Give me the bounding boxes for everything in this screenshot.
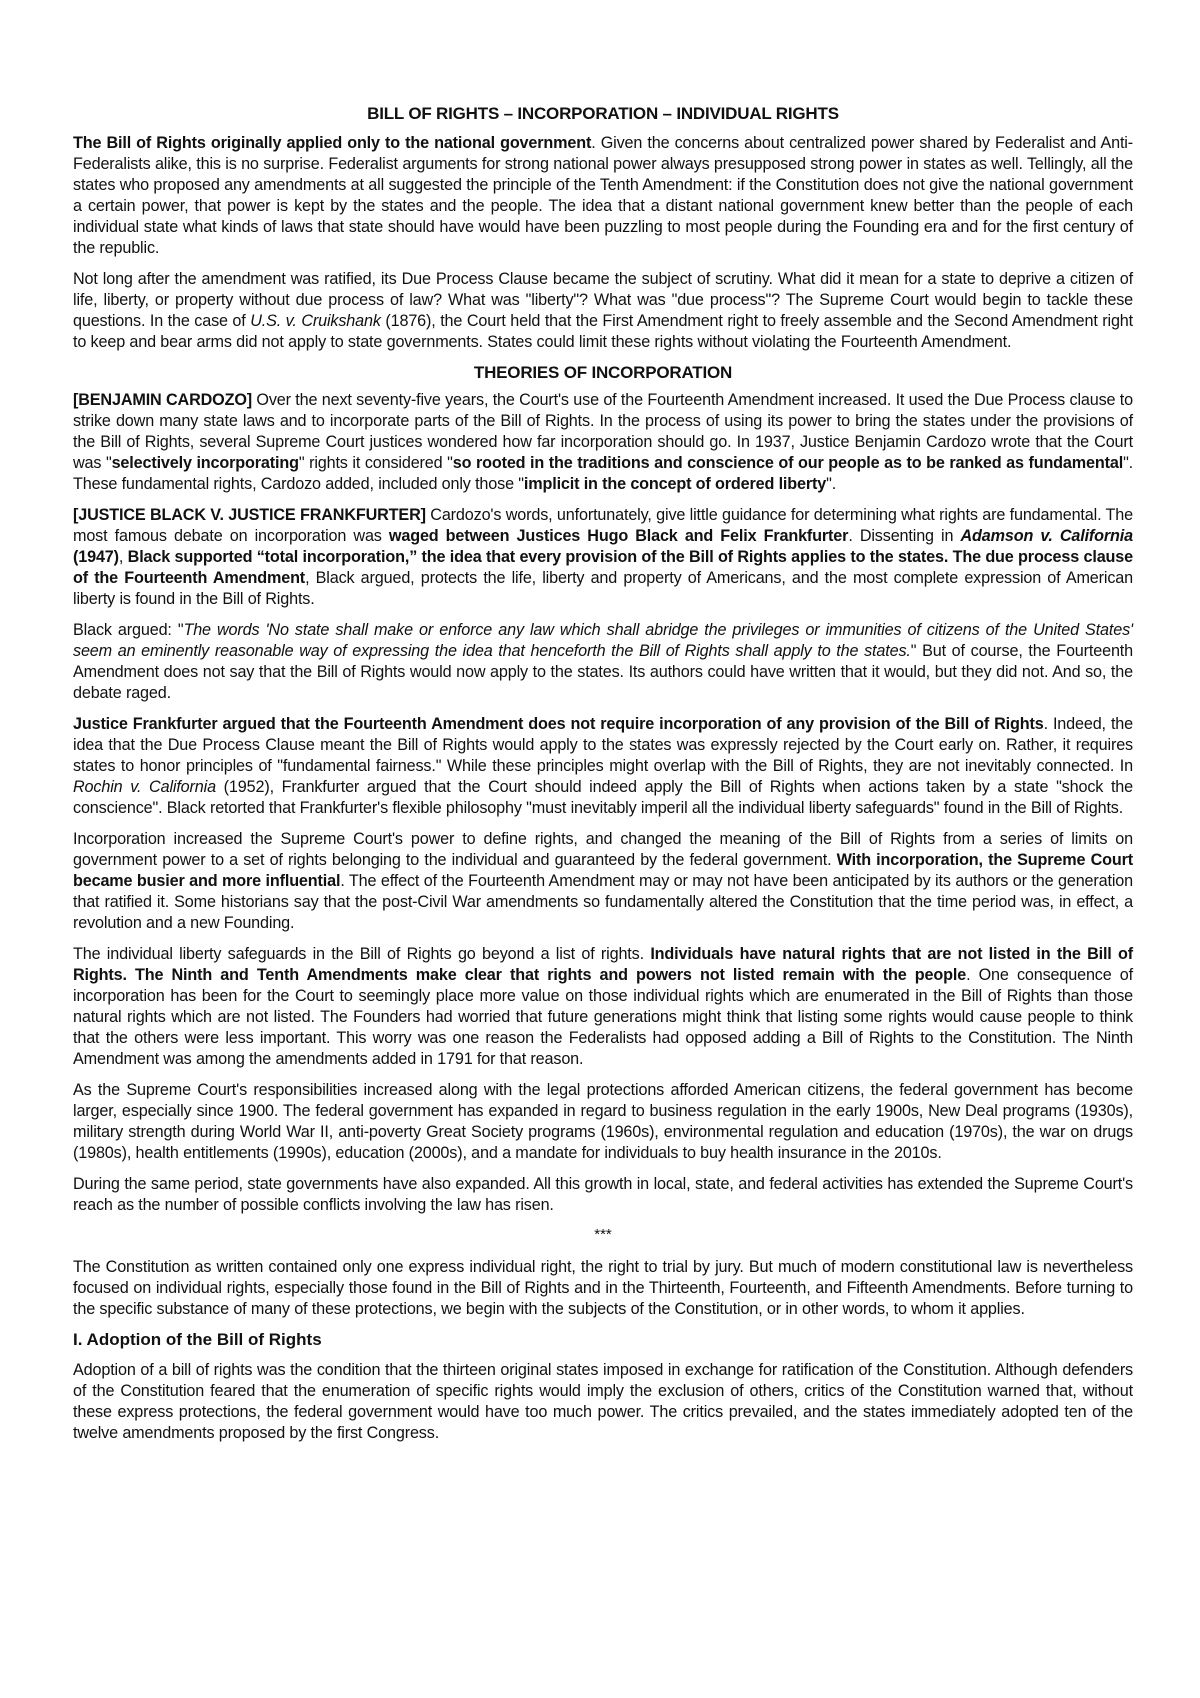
emphasis-text: Rochin v. California — [73, 778, 216, 796]
paragraph — [73, 1174, 1133, 1216]
text-run: . The effect of the Fourteenth Amendment may or may not have been anticipated by its authors or the generation that ratified it. Some historians say that the post-Civil War amendments so fundamentally altered the Constitution that the time period was, in effect, a revolution and a new Founding. — [73, 872, 1134, 932]
emphasis-text: With incorporation, the Supreme Court became busier and more influential — [73, 851, 1133, 890]
emphasis-text: [BENJAMIN CARDOZO] — [73, 391, 253, 409]
text-run: The individual liberty safeguards in the Bill of Rights go beyond a list of rights. — [73, 945, 651, 963]
paragraph — [73, 1080, 1133, 1164]
emphasis-text: [JUSTICE BLACK V. JUSTICE FRANKFURTER] — [73, 506, 426, 524]
paragraph — [73, 390, 1133, 495]
section-separator: *** — [594, 1226, 612, 1243]
text-run: . One consequence of incorporation has been for the Court to seemingly place more value on those individual rights which are enumerated in the Bill of Rights than those natural rights which are not listed. The Founders had worried that future generations might think that listing some rights would cause people to think that the others were less important. This worry was one reason the Federalists had opposed adding a Bill of Rights to the Constitution. The Ninth Amendment was among the amendments added in 1791 for that reason. — [73, 966, 1133, 1068]
emphasis-text: Adamson v. California — [960, 527, 1133, 545]
text-run: . Given the concerns about centralized power shared by Federalist and Anti-Federalists alike, this is no surprise. Federalist arguments for strong national power always presupposed strong power in states as well. Tellingly, all the states who proposed any amendments at all suggested the principle of the Tenth Amendment: if the Constitution does not give the national government a certain power, that power is kept by the states and the people. The idea that a distant national government knew better than the people of each individual state what kinds of laws that state should have would have been puzzling to most people during the Founding era and for the first century of the republic. — [73, 134, 1133, 257]
theories-section — [73, 390, 1133, 1216]
emphasis-text: implicit in the concept of ordered liberty — [523, 475, 827, 493]
text-run: Over the next seventy-five years, the Court's use of the Fourteenth Amendment increased. It used the Due Process clause to strike down many state laws and to incorporate parts of the Bill of Rights. In the process of using its power to bring the states under the provisions of the Bill of Rights, several Supreme Court justices wondered how far incorporation should go. In 1937, Justice Benjamin Cardozo wrote that the Court was " — [73, 391, 1134, 472]
text-run: (1876), the Court held that the First Amendment right to freely assemble and the Second Amendment right to keep and bear arms did not apply to state governments. States could limit these rights without violating the Fourteenth Amendment. — [73, 312, 1134, 351]
emphasis-text: The Bill of Rights originally applied only to the national government — [73, 134, 592, 152]
subsection-heading: I. Adoption of the Bill of Rights — [73, 1330, 322, 1349]
text-run: During the same period, state governments have also expanded. All this growth in local, state, and federal activities has extended the Supreme Court's reach as the number of possible conflicts involving the law has risen. — [73, 1175, 1133, 1214]
text-run: , — [118, 548, 128, 566]
emphasis-text: (1947) — [73, 548, 119, 566]
paragraph — [73, 620, 1133, 704]
document-title: BILL OF RIGHTS – INCORPORATION – INDIVIDUAL RIGHTS — [367, 104, 839, 123]
paragraph — [73, 829, 1133, 934]
adoption-section — [73, 1360, 1133, 1444]
text-run: Black argued: " — [73, 621, 184, 639]
intro-section — [73, 133, 1133, 353]
emphasis-text: Black supported “total incorporation,” the idea that every provision of the Bill of Rights applies to the states. The due process clause of the Fourteenth Amendment — [73, 548, 1133, 587]
emphasis-text: waged between Justices Hugo Black and Felix Frankfurter — [388, 527, 849, 545]
paragraph — [73, 505, 1133, 610]
emphasis-text: U.S. v. Cruikshank — [250, 312, 381, 330]
paragraph — [73, 133, 1133, 259]
individual-rights-section — [73, 1257, 1133, 1320]
text-run: . Indeed, the idea that the Due Process Clause meant the Bill of Rights would apply to the states was expressly rejected by the Court early on. Rather, it requires states to honor principles of "fundamental fairness." While these principles might overlap with the Bill of Rights, they are not inevitably connected. In — [73, 715, 1133, 775]
section-heading: THEORIES OF INCORPORATION — [473, 363, 733, 382]
text-run: Cardozo's words, unfortunately, give little guidance for determining what rights are fundamental. The most famous debate on incorporation was — [73, 506, 1133, 545]
emphasis-text: selectively incorporating — [111, 454, 299, 472]
text-run: " But of course, the Fourteenth Amendment does not say that the Bill of Rights would now apply to the states. Its authors could have written that it would, but they did not. And so, the debate raged. — [73, 642, 1133, 702]
text-run: Not long after the amendment was ratified, its Due Process Clause became the subject of scrutiny. What did it mean for a state to deprive a citizen of life, liberty, or property without due process of law? What was "liberty"? What was "due process"? The Supreme Court would begin to tackle these questions. In the case of — [73, 270, 1133, 330]
text-run: (1952), Frankfurter argued that the Court should indeed apply the Bill of Rights when actions taken by a state "shock the conscience". Black retorted that Frankfurter's flexible philosophy "must inevitably imperil all the individual liberty safeguards" found in the Bill of Rights. — [73, 778, 1133, 817]
paragraph — [73, 269, 1133, 353]
text-run: " rights it considered " — [298, 454, 453, 472]
paragraph — [73, 944, 1133, 1070]
text-run: Incorporation increased the Supreme Court's power to define rights, and changed the meaning of the Bill of Rights from a series of limits on government power to a set of rights belonging to the individual and guaranteed by the federal government. — [73, 830, 1133, 869]
text-run: The Constitution as written contained only one express individual right, the right to trial by jury. But much of modern constitutional law is nevertheless focused on individual rights, especially those found in the Bill of Rights and in the Thirteenth, Fourteenth, and Fifteenth Amendments. Before turning to the specific substance of many of these protections, we begin with the subjects of the Constitution, or in other words, to whom it applies. — [73, 1258, 1133, 1318]
emphasis-text: The words 'No state shall make or enforce any law which shall abridge the privileges or immunities of citizens of the United States' seem an eminently reasonable way of expressing the idea that henceforth the Bill of Rights shall apply to the states. — [73, 621, 1133, 660]
text-run: . Dissenting in — [848, 527, 961, 545]
emphasis-text: Individuals have natural rights that are not listed in the Bill of Rights. The Ninth and Tenth Amendments make clear that rights and powers not listed remain with the people — [73, 945, 1133, 984]
emphasis-text: so rooted in the traditions and conscience of our people as to be ranked as fundamental — [452, 454, 1124, 472]
emphasis-text: Justice Frankfurter argued that the Fourteenth Amendment does not require incorporation of any provision of the Bill of Rights — [73, 715, 1044, 733]
paragraph — [73, 1360, 1133, 1444]
paragraph — [73, 1257, 1133, 1320]
paragraph — [73, 714, 1133, 819]
text-run: ". — [826, 475, 837, 493]
text-run: As the Supreme Court's responsibilities increased along with the legal protections afforded American citizens, the federal government has become larger, especially since 1900. The federal government has expanded in regard to business regulation in the early 1900s, New Deal programs (1930s), military strength during World War II, anti-poverty Great Society programs (1960s), environmental regulation and education (1970s), the war on drugs (1980s), health entitlements (1990s), education (2000s), and a mandate for individuals to buy health insurance in the 2010s. — [73, 1081, 1133, 1162]
text-run: , Black argued, protects the life, liberty and property of Americans, and the most complete expression of American liberty is found in the Bill of Rights. — [73, 569, 1133, 608]
text-run: Adoption of a bill of rights was the condition that the thirteen original states imposed in exchange for ratification of the Constitution. Although defenders of the Constitution feared that the enumeration of specific rights would imply the exclusion of others, critics of the Constitution warned that, without these express protections, the federal government would have too much power. The critics prevailed, and the states immediately adopted ten of the twelve amendments proposed by the first Congress. — [73, 1361, 1133, 1442]
text-run: ". These fundamental rights, Cardozo added, included only those " — [73, 454, 1134, 493]
